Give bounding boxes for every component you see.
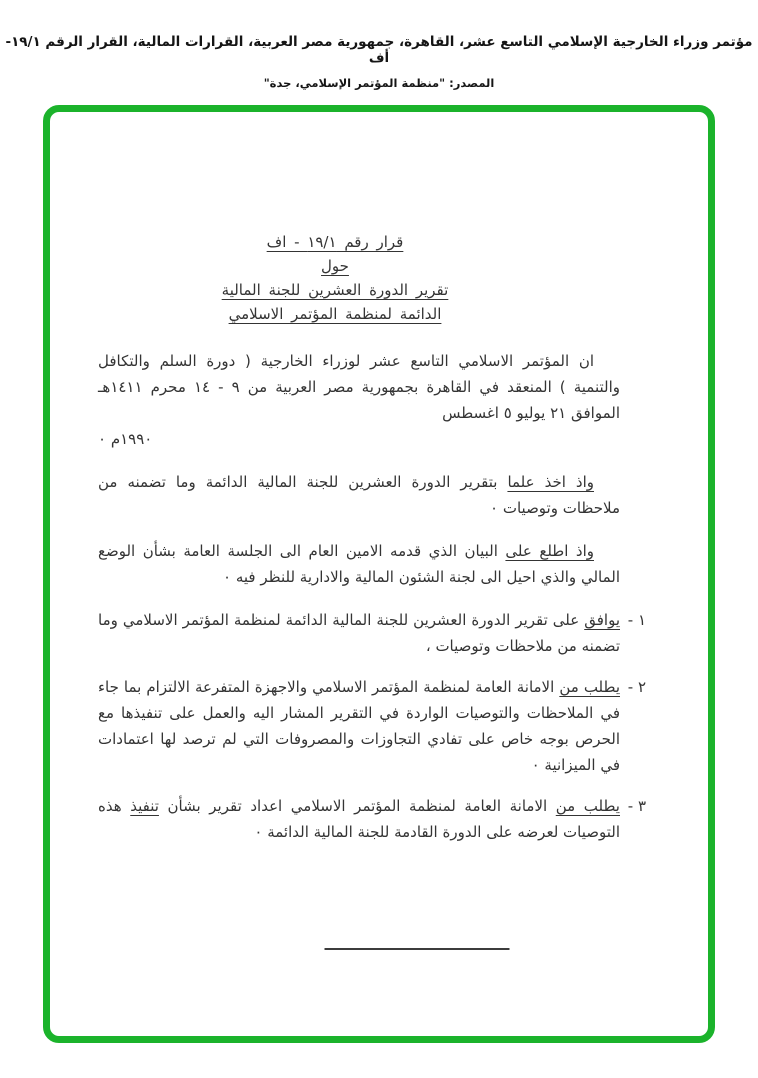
page-header xyxy=(0,34,758,90)
decision-subject-line-2: الدائمة لمنظمة المؤتمر الاسلامي xyxy=(228,305,442,323)
item-3-text: يطلب من الامانة العامة لمنظمة المؤتمر الاسلامي اعداد تقرير بشأن تنفيذ هذه التوصيات لعرضه على الدورة القادمة للجنة المالية الدائمة ٠ xyxy=(98,797,620,841)
header-source: المصدر: "منظمة المؤتمر الإسلامي، جدة" xyxy=(263,76,495,90)
item-2-text: يطلب من الامانة العامة لمنظمة المؤتمر الاسلامي والاجهزة المتفرعة الالتزام بما جاء في الملاحظات والتوصيات الواردة في التقرير المشار اليه والعمل على تنفيذها مع الحرص بوجه خاص على تفادي التجاوزات والمصروفات التي لم ترصد لها اعتمادات في الميزانية ٠ xyxy=(98,678,620,774)
reviewing-paragraph xyxy=(98,538,620,590)
noting-paragraph xyxy=(98,469,620,521)
preamble-tail: ١٩٩٠م ٠ xyxy=(98,430,153,448)
item-3-number: ٣ - xyxy=(627,797,646,815)
decision-number-line: قرار رقم ١٩/١ - اف xyxy=(266,233,404,251)
end-of-text-rule xyxy=(325,948,510,950)
item-2-number: ٢ - xyxy=(627,678,646,696)
item-1-text: يوافق على تقرير الدورة العشرين للجنة المالية الدائمة لمنظمة المؤتمر الاسلامي وما تضمنه من ملاحظات وتوصيات ، xyxy=(98,611,620,655)
preamble-paragraph xyxy=(98,348,620,452)
decision-about-line: حول xyxy=(321,257,349,275)
decision-title-block xyxy=(61,230,609,326)
item-1-number: ١ - xyxy=(627,611,646,629)
preamble-text: ان المؤتمر الاسلامي التاسع عشر لوزراء الخارجية ( دورة السلم والتكافل والتنمية ) المنعقد في القاهرة بجمهورية مصر العربية من ٩ - ١٤ محرم ١٤١١هـ الموافق ٢١ يوليو ٥ اغسطس xyxy=(98,352,620,422)
resolution-item-1 xyxy=(98,607,646,659)
scanned-document xyxy=(50,112,708,1036)
reviewing-text: واذ اطلع على البيان الذي قدمه الامين العام الى الجلسة العامة بشأن الوضع المالي والذي احيل الى لجنة الشئون المالية والادارية للنظر فيه ٠ xyxy=(98,542,620,586)
resolution-item-3 xyxy=(98,793,646,845)
document-frame xyxy=(43,105,715,1043)
decision-subject-line-1: تقرير الدورة العشرين للجنة المالية xyxy=(221,281,449,299)
noting-text: واذ اخذ علما بتقرير الدورة العشرين للجنة المالية الدائمة وما تضمنه من ملاحظات وتوصيات ٠ xyxy=(98,473,620,517)
resolution-item-2 xyxy=(98,674,646,778)
header-citation: مؤتمر وزراء الخارجية الإسلامي التاسع عشر، القاهرة، جمهورية مصر العربية، القرارات المالية، القرار الرقم ١٩/١- أف xyxy=(5,34,753,66)
